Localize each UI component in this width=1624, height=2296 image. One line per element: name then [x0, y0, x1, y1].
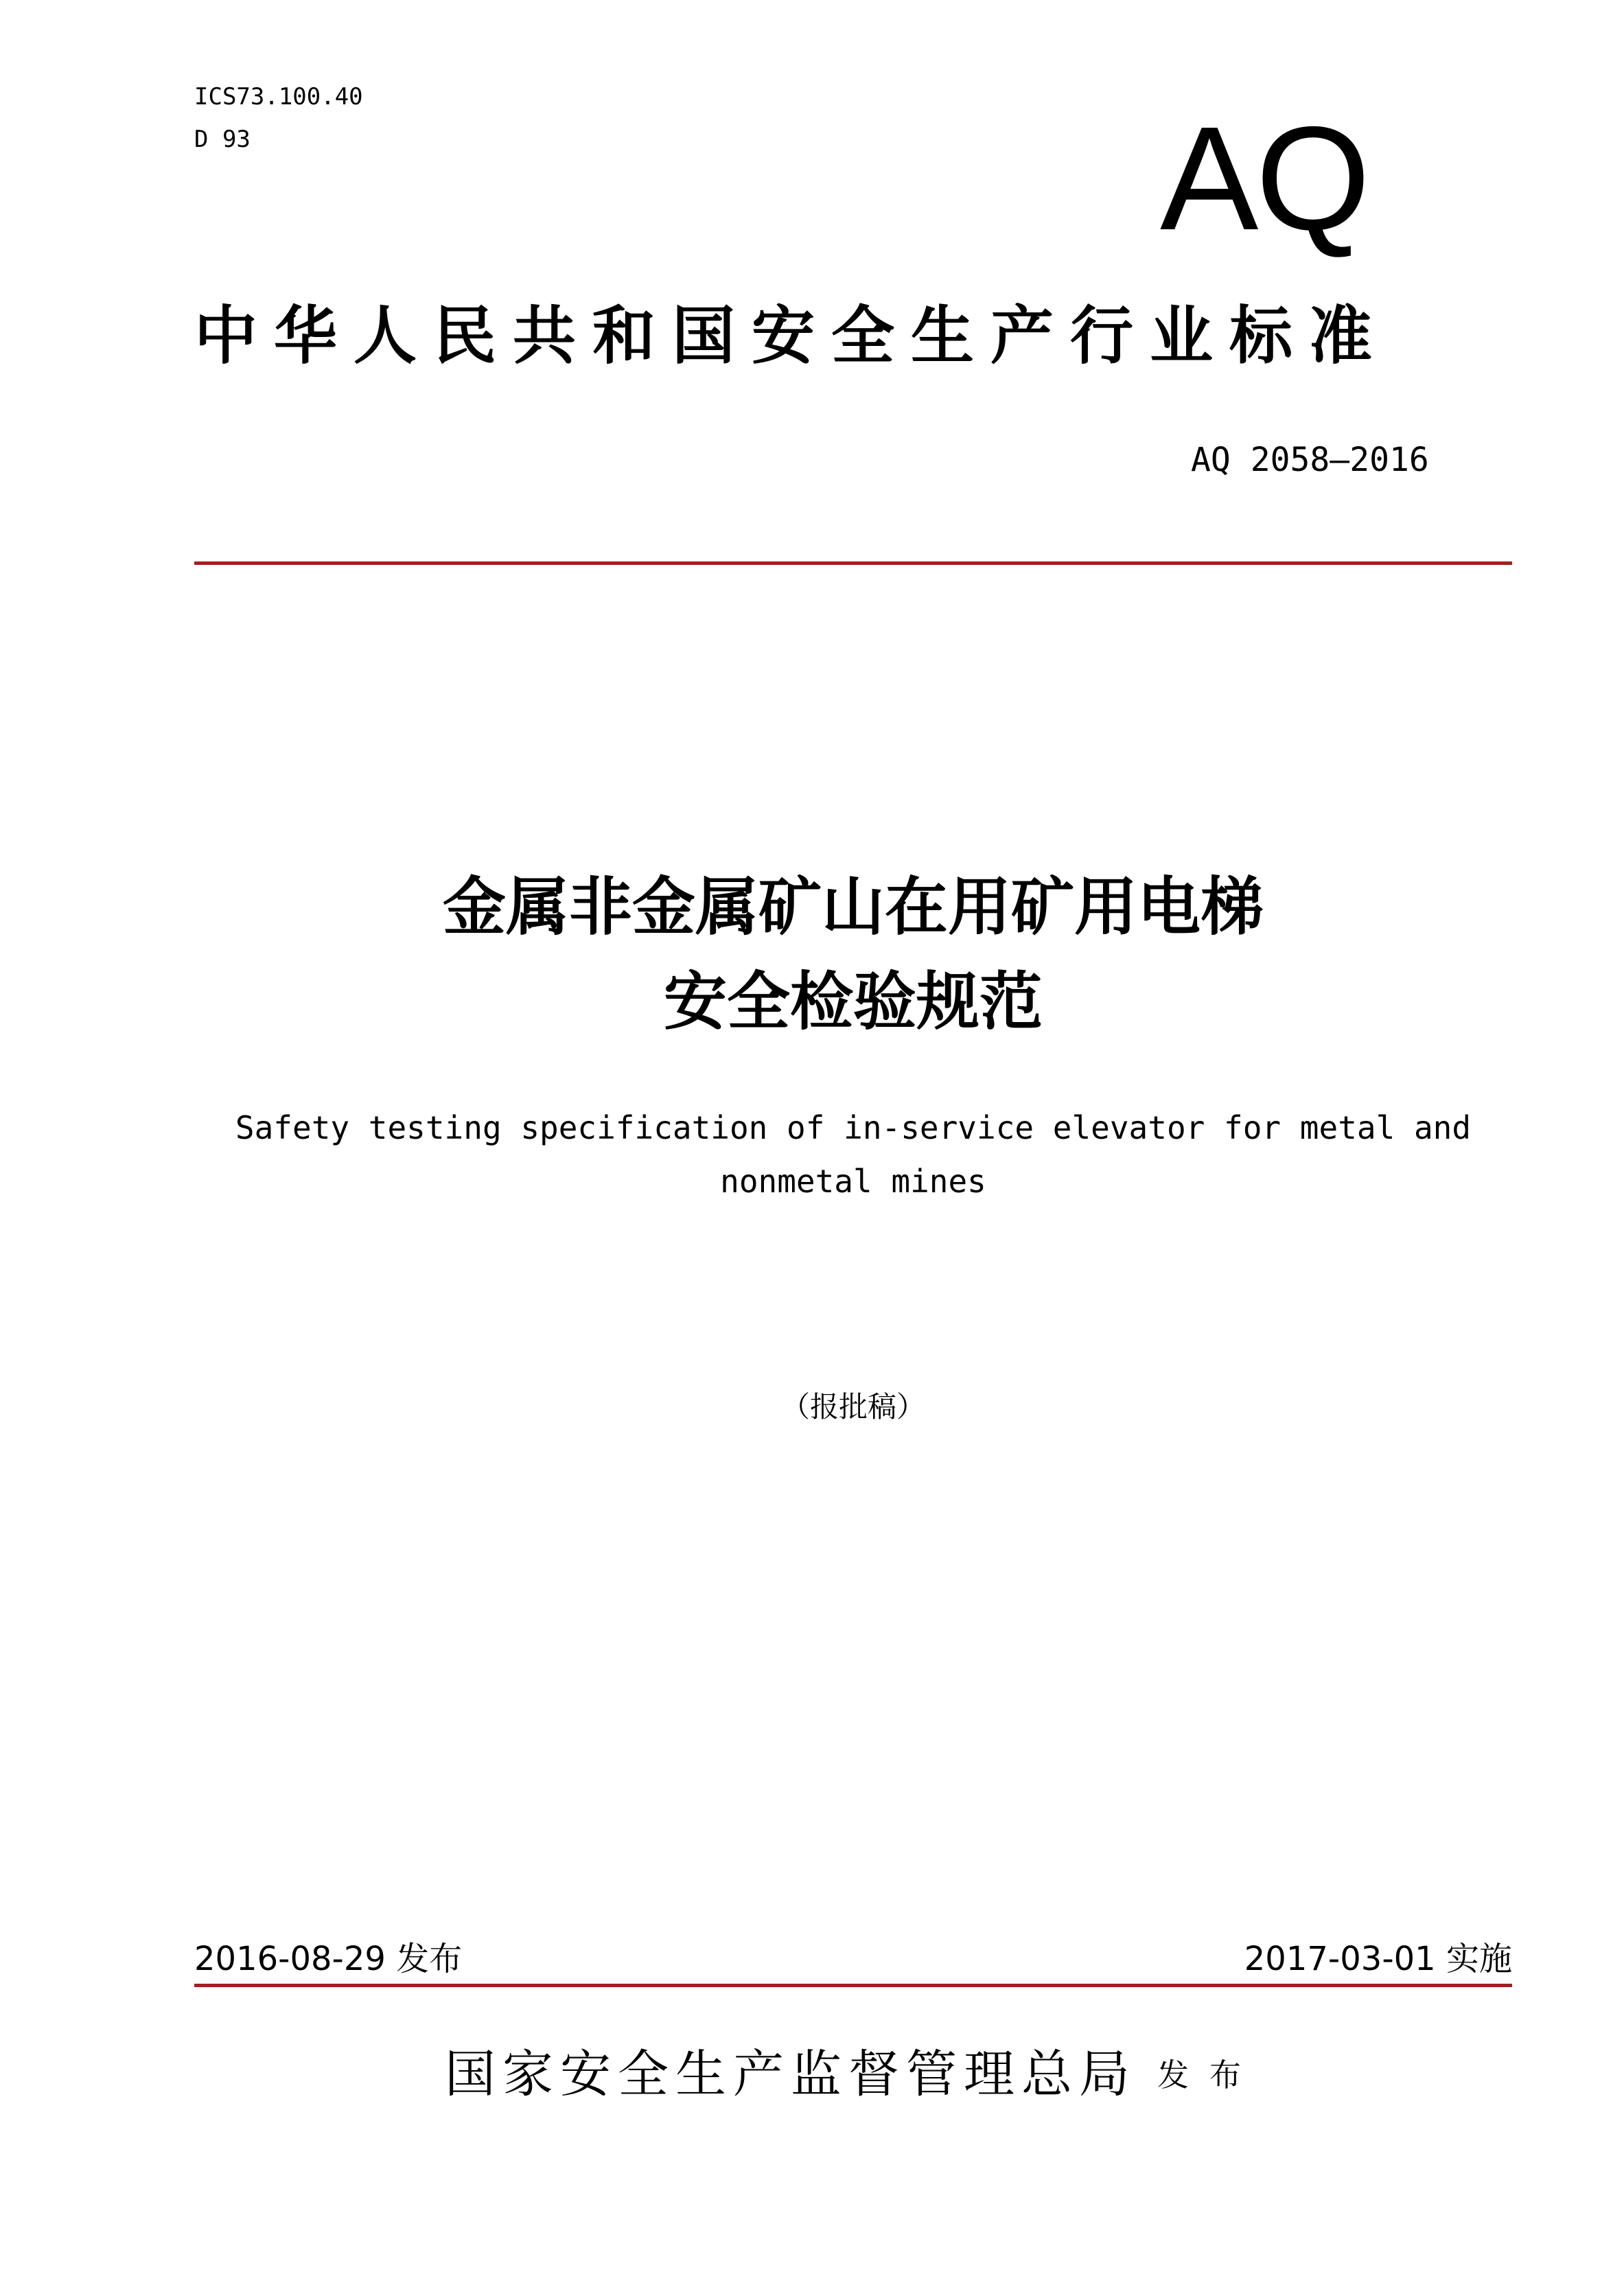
aq-logo: AQ	[1160, 95, 1368, 261]
bottom-divider	[194, 1984, 1512, 1987]
english-title-line1: Safety testing specification of in-service elevator for metal and	[235, 1109, 1472, 1146]
issue-date: 2016-08-29	[194, 1940, 386, 1978]
issue-date-block	[194, 1937, 462, 1981]
issue-label: 发布	[396, 1940, 463, 1978]
publisher	[194, 2040, 1512, 2122]
document-title-line1: 金属非金属矿山在用矿用电梯	[442, 870, 1264, 944]
implement-label: 实施	[1446, 1940, 1512, 1978]
ccs-code: D 93	[194, 126, 251, 153]
draft-status: （报批稿）	[780, 1390, 925, 1424]
date-row	[194, 1937, 1512, 1981]
publisher-name: 国家安全生产监督管理总局	[445, 2045, 1137, 2104]
document-title-line2: 安全检验规范	[663, 965, 1043, 1039]
english-title-line2: nonmetal mines	[720, 1163, 986, 1200]
standard-number: AQ 2058—2016	[1191, 441, 1429, 479]
english-title	[194, 1101, 1512, 1208]
standard-category-title: 中华人民共和国安全生产行业标准	[194, 299, 1389, 373]
publisher-action: 发布	[1157, 2056, 1262, 2094]
implement-date: 2017-03-01	[1244, 1940, 1436, 1978]
ics-code: ICS73.100.40	[194, 83, 363, 111]
implement-date-block	[1244, 1937, 1512, 1981]
top-divider	[194, 561, 1512, 565]
